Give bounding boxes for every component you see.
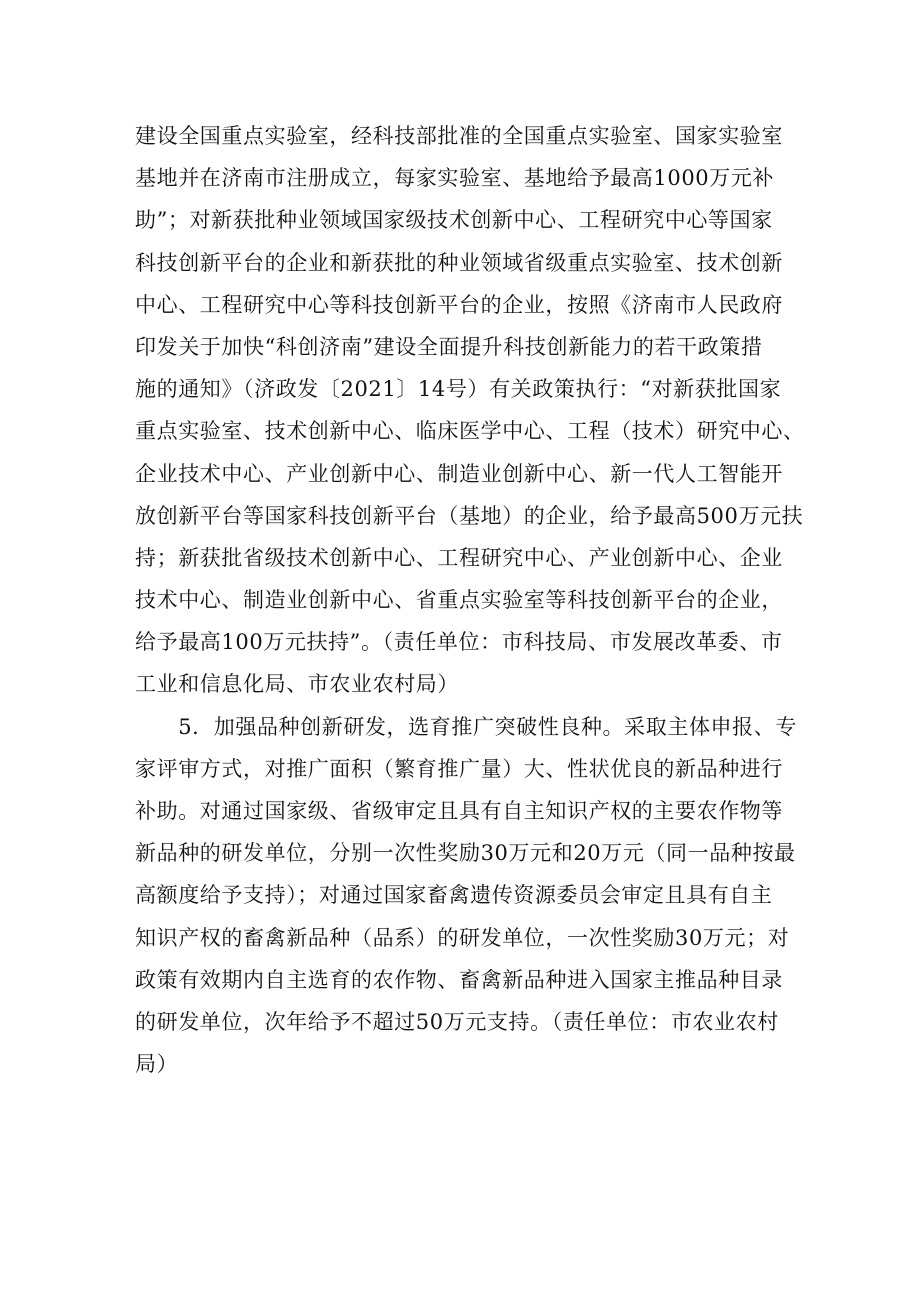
text-line: 的研发单位，次年给予不超过50万元支持。（责任单位：市农业农村 [135,1009,779,1034]
text-line: 企业技术中心、产业创新中心、制造业创新中心、新一代人工智能开 [135,461,783,486]
text-line: 印发关于加快“科创济南”建设全面提升科技创新能力的若干政策措 [135,334,763,359]
body-text [135,115,805,1085]
text-line: 放创新平台等国家科技创新平台（基地）的企业，给予最高500万元扶 [135,503,804,528]
text-line: 补助。对通过国家级、省级审定且具有自主知识产权的主要农作物等 [135,799,783,823]
text-line: 持；新获批省级技术创新中心、工程研究中心、产业创新中心、企业 [135,545,783,570]
section-heading-line: 5．加强品种创新研发，选育推广突破性良种。采取主体申报、专 [135,714,797,739]
text-line: 家评审方式，对推广面积（繁育推广量）大、性状优良的新品种进行 [135,756,783,781]
text-line: 重点实验室、技术创新中心、临床医学中心、工程（技术）研究中心、 [135,419,805,444]
text-line: 工业和信息化局、市农业农村局） [135,672,459,697]
text-line: 中心、工程研究中心等科技创新平台的企业，按照《济南市人民政府 [135,292,783,317]
text-line: 给予最高100万元扶持”。（责任单位：市科技局、市发展改革委、市 [135,630,783,655]
text-line: 高额度给予支持）；对通过国家畜禽遗传资源委员会审定且具有自主 [135,883,773,908]
text-line: 技术中心、制造业创新中心、省重点实验室等科技创新平台的企业， [135,588,783,613]
text-line: 新品种的研发单位，分别一次性奖励30万元和20万元（同一品种按最 [135,841,796,866]
text-line: 助”；对新获批种业领域国家级技术创新中心、工程研究中心等国家 [135,208,773,233]
text-line: 施的通知》（济政发〔2021〕14号）有关政策执行：“对新获批国家 [135,377,782,402]
text-line: 政策有效期内自主选育的农作物、畜禽新品种进入国家主推品种目录 [135,967,783,992]
text-line: 科技创新平台的企业和新获批的种业领域省级重点实验室、技术创新 [135,250,783,275]
text-line: 建设全国重点实验室，经科技部批准的全国重点实验室、国家实验室 [135,124,783,148]
text-line: 基地并在济南市注册成立，每家实验室、基地给予最高1000万元补 [135,166,775,191]
text-line: 局） [135,1052,179,1077]
text-line: 知识产权的畜禽新品种（品系）的研发单位，一次性奖励30万元；对 [135,925,790,950]
